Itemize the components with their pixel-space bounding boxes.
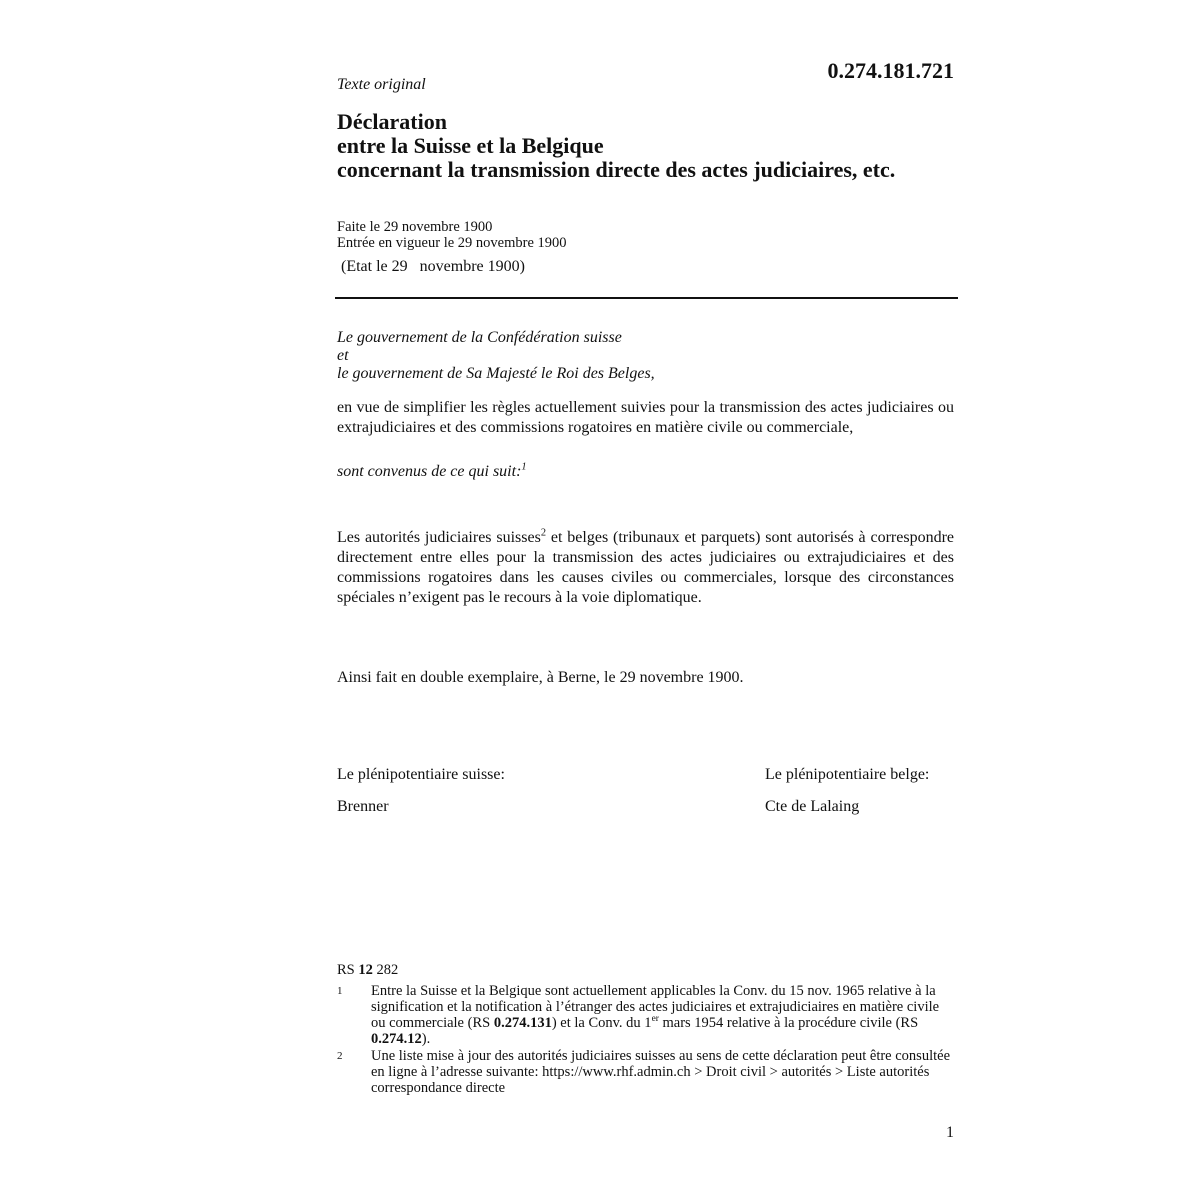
- party-conjunction: et: [337, 347, 349, 364]
- footnote-number: 2: [337, 1050, 343, 1062]
- ordinal-suffix: er: [651, 1014, 659, 1025]
- footnote-text-part: mars 1954 relative à la procédure civile (RS: [658, 1015, 919, 1031]
- signatory-swiss-label: Le plénipotentiaire suisse:: [337, 766, 505, 783]
- rs-number: 0.274.181.721: [827, 58, 954, 83]
- article-text-rest: et belges (tribunaux et parquets) sont autorisés à correspondre directement entre elles pour la transmission des actes judiciaires ou extrajudiciaires et des commissions rogatoires dans les causes civiles ou commerciales, lorsque des circonstances spéciales n’exigent pas le recours à la voie diplomatique.: [337, 529, 954, 606]
- date-entree-en-vigueur: Entrée en vigueur le 29 novembre 1900: [337, 235, 567, 251]
- footnote-2: [337, 1048, 954, 1096]
- footnote-number: 1: [337, 985, 343, 997]
- rs-prefix: RS: [337, 962, 359, 978]
- footnote-ref-2[interactable]: 2: [540, 527, 547, 539]
- signatory-swiss-name: Brenner: [337, 798, 389, 815]
- article-paragraph: [337, 528, 954, 608]
- footnote-ref-1[interactable]: 1: [521, 461, 527, 473]
- texte-original-label: Texte original: [337, 76, 426, 93]
- party-belgian: le gouvernement de Sa Majesté le Roi des Belges,: [337, 365, 655, 382]
- parties-block: [337, 329, 655, 383]
- title-line-2: entre la Suisse et la Belgique: [337, 133, 604, 158]
- rs-page: 282: [372, 962, 399, 978]
- signatory-belgian-name: Cte de Lalaing: [765, 798, 860, 815]
- footnotes: [337, 983, 954, 1097]
- signatory-belgian-label: Le plénipotentiaire belge:: [765, 766, 930, 783]
- title-line-1: Déclaration: [337, 109, 447, 134]
- article-text-start: Les autorités judiciaires suisses: [337, 529, 541, 546]
- footnote-1: [337, 983, 954, 1047]
- party-swiss: Le gouvernement de la Confédération suisse: [337, 329, 622, 346]
- convenus-text: sont convenus de ce qui suit:: [337, 463, 522, 480]
- closing-line: Ainsi fait en double exemplaire, à Berne, le 29 novembre 1900.: [337, 669, 744, 686]
- footnote-text-part: Entre la Suisse et la Belgique sont actuellement applicables la Conv. du 15 nov. 1965 relative à la signification et la notification à l’étranger des actes judiciaires et extrajudiciaires en matière civile ou commerciale (RS: [371, 983, 940, 1031]
- page-number: 1: [946, 1124, 954, 1141]
- preamble-paragraph: en vue de simplifier les règles actuellement suivies pour la transmission des actes judiciaires ou extrajudiciaires et des commissions rogatoires en matière civile ou commerciale,: [337, 399, 954, 436]
- footnote-text-part: ) et la Conv. du 1: [551, 1015, 652, 1031]
- title-line-3: concernant la transmission directe des actes judiciaires, etc.: [337, 157, 896, 182]
- footnote-text-part: ).: [421, 1031, 431, 1047]
- dates-block: [337, 219, 567, 251]
- date-faite: Faite le 29 novembre 1900: [337, 219, 493, 235]
- rs-reference: [337, 962, 398, 979]
- footnote-text: Une liste mise à jour des autorités judiciaires suisses au sens de cette déclaration peut être consultée en ligne à l’adresse suivante: https://www.rhf.admin.ch > Droit civil > autorités > Liste autorités correspondance directe: [371, 1048, 951, 1096]
- rs-link-0-274-131: 0.274.131: [493, 1015, 552, 1031]
- convenus-line: [337, 463, 527, 481]
- header-divider: [335, 297, 958, 299]
- footnote-text: [371, 983, 954, 1047]
- document-title: [337, 110, 977, 182]
- etat-date: (Etat le 29 novembre 1900): [341, 258, 525, 275]
- rs-volume: 12: [358, 962, 373, 978]
- rs-link-0-274-12: 0.274.12: [371, 1031, 422, 1047]
